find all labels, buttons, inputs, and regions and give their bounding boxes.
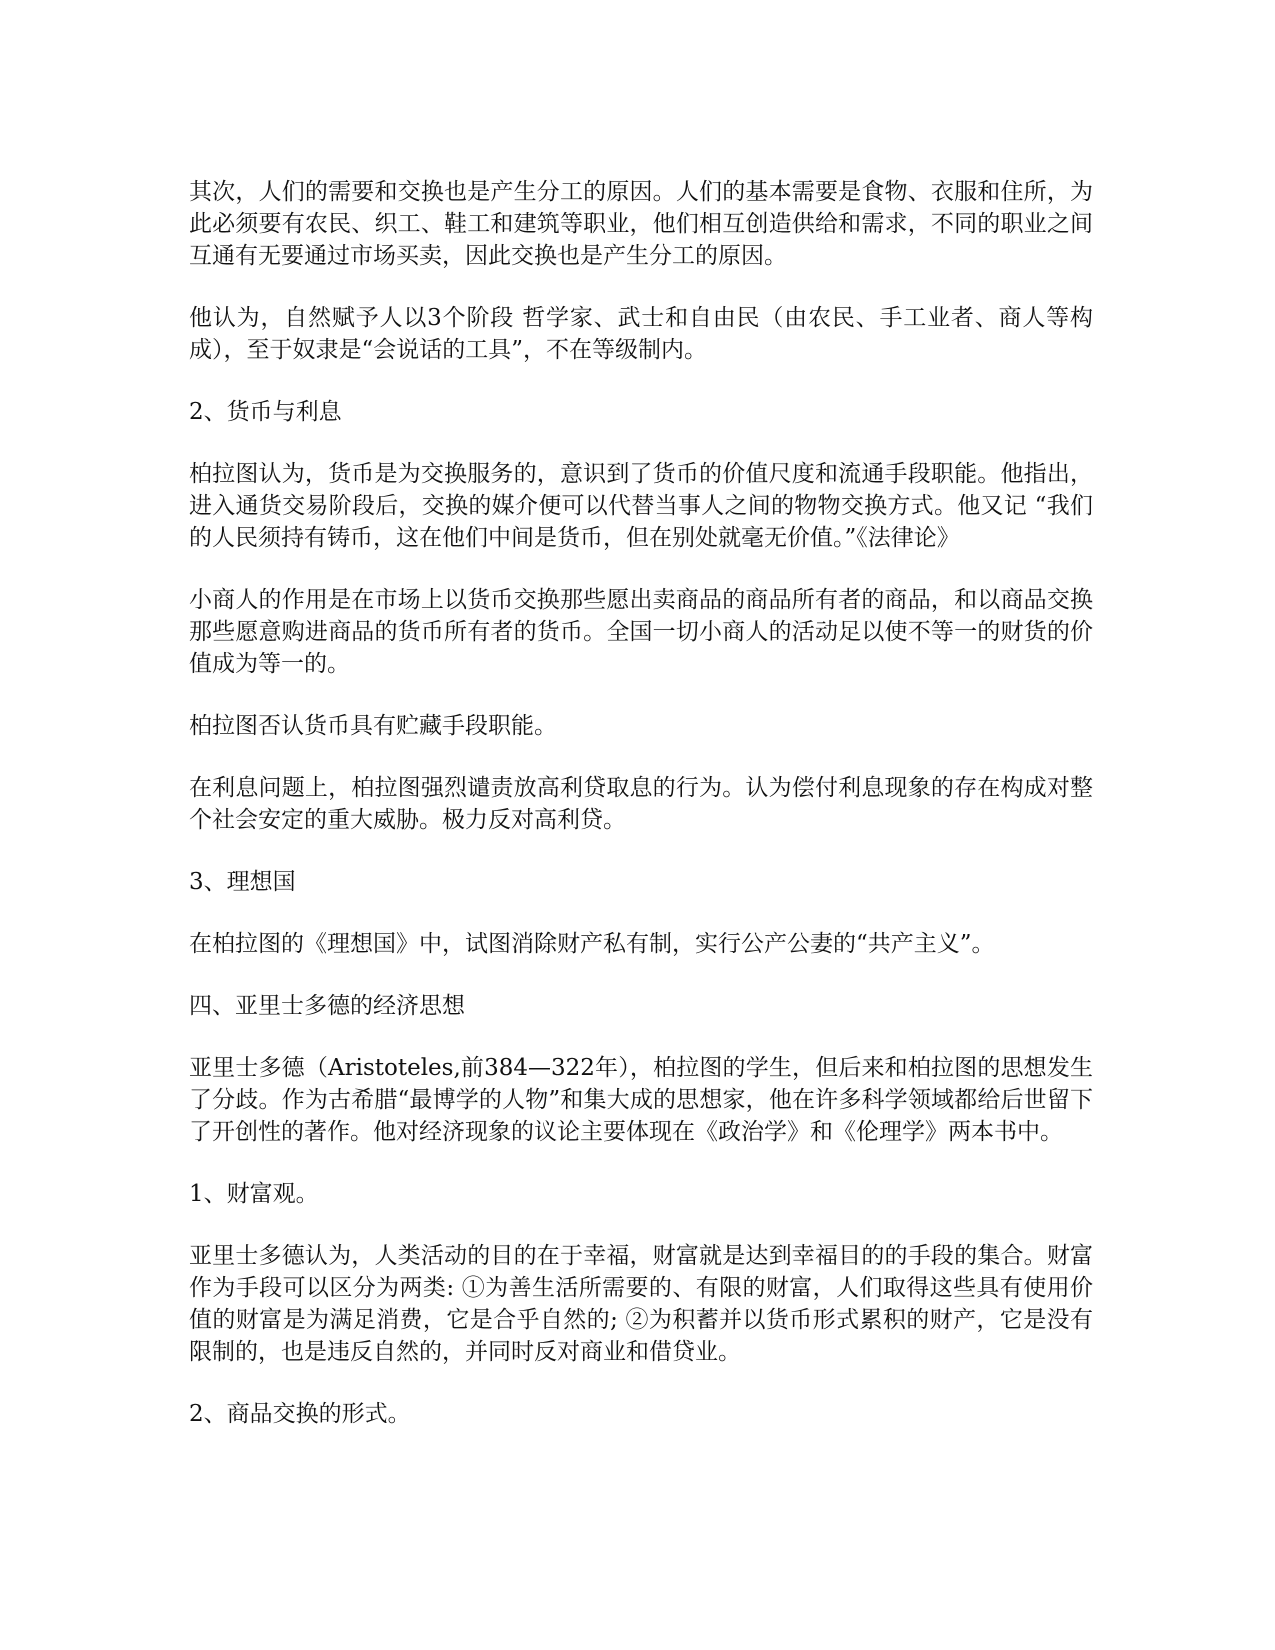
paragraph-money-functions: 柏拉图认为，货币是为交换服务的，意识到了货币的价值尺度和流通手段职能。他指出，进入通货交易阶段后，交换的媒介便可以代替当事人之间的物物交换方式。他又记 “我们的人民须持有铸币，这在他们中间是货币，但在别处就毫无价值。”《法律论》	[189, 461, 1093, 551]
paragraph-wealth: 亚里士多德认为，人类活动的目的在于幸福，财富就是达到幸福目的的手段的集合。财富作为手段可以区分为两类: ①为善生活所需要的、有限的财富，人们取得这些具有使用价值的财富是为满足消费，它是合乎自然的; ②为积蓄并以货币形式累积的财产，它是没有限制的，也是违反自然的，并同时反对商业和借贷业。	[189, 1243, 1093, 1365]
document-page	[189, 176, 1093, 1460]
paragraph-small-merchants: 小商人的作用是在市场上以货币交换那些愿出卖商品的商品所有者的商品，和以商品交换那些愿意购进商品的货币所有者的货币。全国一切小商人的活动足以使不等一的财货的价值成为等一的。	[189, 587, 1093, 677]
paragraph-republic: 在柏拉图的《理想国》中，试图消除财产私有制，实行公产公妻的“共产主义”。	[189, 931, 995, 957]
section-heading-wealth: 1、财富观。	[189, 1181, 319, 1207]
section-heading-money-interest: 2、货币与利息	[189, 399, 342, 425]
chapter-heading-aristotle: 四、亚里士多德的经济思想	[189, 993, 465, 1019]
paragraph-aristotle-intro: 亚里士多德（Aristoteles,前384—322年），柏拉图的学生，但后来和柏拉图的思想发生了分歧。作为古希腊“最博学的人物”和集大成的思想家，他在许多科学领域都给后世留下了开创性的著作。他对经济现象的议论主要体现在《政治学》和《伦理学》两本书中。	[189, 1055, 1093, 1145]
section-heading-republic: 3、理想国	[189, 869, 296, 895]
paragraph-division-of-labor: 其次，人们的需要和交换也是产生分工的原因。人们的基本需要是食物、衣服和住所，为此必须要有农民、织工、鞋工和建筑等职业，他们相互创造供给和需求，不同的职业之间互通有无要通过市场买卖，因此交换也是产生分工的原因。	[189, 179, 1093, 269]
paragraph-usury: 在利息问题上，柏拉图强烈谴责放高利贷取息的行为。认为偿付利息现象的存在构成对整个社会安定的重大威胁。极力反对高利贷。	[189, 775, 1093, 833]
section-heading-exchange-forms: 2、商品交换的形式。	[189, 1401, 411, 1427]
paragraph-hoarding: 柏拉图否认货币具有贮藏手段职能。	[189, 713, 557, 739]
paragraph-social-classes: 他认为，自然赋予人以3个阶段 哲学家、武士和自由民（由农民、手工业者、商人等构成），至于奴隶是“会说话的工具”，不在等级制内。	[189, 305, 1093, 363]
